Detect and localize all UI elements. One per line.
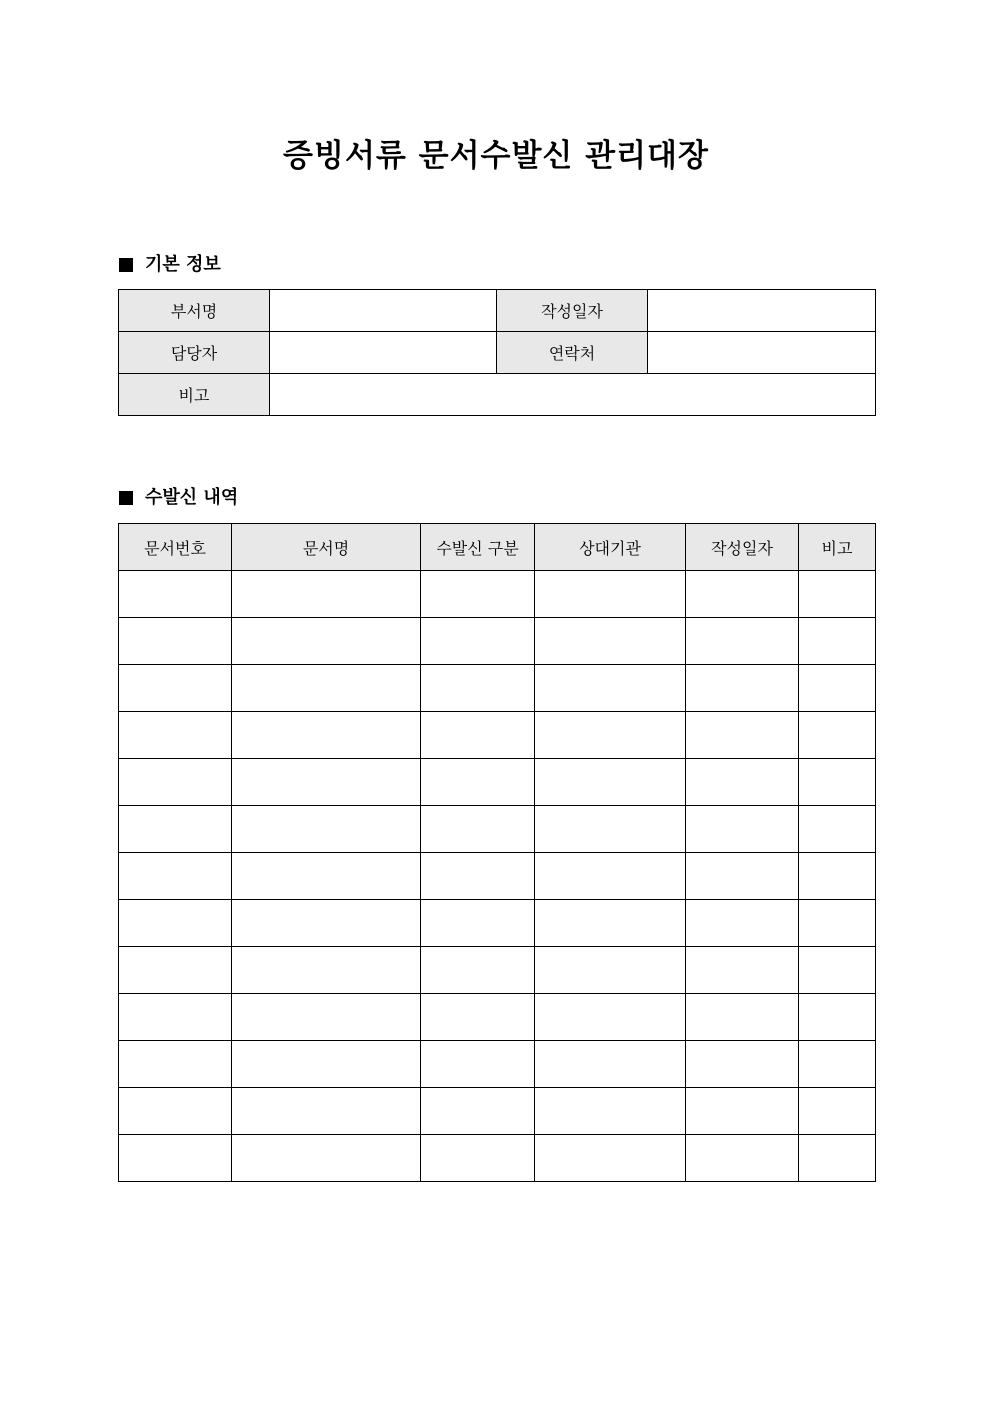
table-row bbox=[119, 900, 876, 947]
doc-number-cell[interactable] bbox=[119, 947, 232, 994]
created-date-cell[interactable] bbox=[686, 900, 799, 947]
note-cell[interactable] bbox=[799, 759, 876, 806]
doc-number-cell[interactable] bbox=[119, 853, 232, 900]
doc-name-cell[interactable] bbox=[232, 900, 421, 947]
column-header-created-date: 작성일자 bbox=[686, 524, 799, 571]
counterpart-org-cell[interactable] bbox=[535, 1088, 686, 1135]
table-row bbox=[119, 571, 876, 618]
send-receive-type-cell[interactable] bbox=[421, 994, 535, 1041]
manager-value-cell[interactable] bbox=[270, 332, 497, 374]
doc-name-cell[interactable] bbox=[232, 806, 421, 853]
note-cell[interactable] bbox=[799, 1088, 876, 1135]
dept-label: 부서명 bbox=[119, 290, 270, 332]
created-date-cell[interactable] bbox=[686, 806, 799, 853]
counterpart-org-cell[interactable] bbox=[535, 712, 686, 759]
table-row bbox=[119, 947, 876, 994]
table-row bbox=[119, 1088, 876, 1135]
doc-number-cell[interactable] bbox=[119, 759, 232, 806]
counterpart-org-cell[interactable] bbox=[535, 1135, 686, 1182]
counterpart-org-cell[interactable] bbox=[535, 665, 686, 712]
doc-name-cell[interactable] bbox=[232, 618, 421, 665]
column-header-note: 비고 bbox=[799, 524, 876, 571]
table-row bbox=[119, 806, 876, 853]
counterpart-org-cell[interactable] bbox=[535, 806, 686, 853]
created-date-cell[interactable] bbox=[686, 665, 799, 712]
doc-name-cell[interactable] bbox=[232, 947, 421, 994]
doc-number-cell[interactable] bbox=[119, 665, 232, 712]
column-header-counterpart-org: 상대기관 bbox=[535, 524, 686, 571]
doc-number-cell[interactable] bbox=[119, 712, 232, 759]
send-receive-type-cell[interactable] bbox=[421, 900, 535, 947]
send-receive-type-cell[interactable] bbox=[421, 1041, 535, 1088]
counterpart-org-cell[interactable] bbox=[535, 759, 686, 806]
column-header-doc-number: 문서번호 bbox=[119, 524, 232, 571]
send-receive-type-cell[interactable] bbox=[421, 712, 535, 759]
doc-name-cell[interactable] bbox=[232, 1135, 421, 1182]
created-date-cell[interactable] bbox=[686, 1135, 799, 1182]
counterpart-org-cell[interactable] bbox=[535, 947, 686, 994]
doc-number-cell[interactable] bbox=[119, 1041, 232, 1088]
doc-number-cell[interactable] bbox=[119, 571, 232, 618]
note-value-cell[interactable] bbox=[270, 374, 876, 416]
doc-number-cell[interactable] bbox=[119, 1135, 232, 1182]
document-title: 증빙서류 문서수발신 관리대장 bbox=[283, 138, 709, 174]
created-date-cell[interactable] bbox=[686, 571, 799, 618]
basic-info-row-manager bbox=[119, 332, 876, 374]
counterpart-org-cell[interactable] bbox=[535, 900, 686, 947]
counterpart-org-cell[interactable] bbox=[535, 618, 686, 665]
note-cell[interactable] bbox=[799, 618, 876, 665]
send-receive-type-cell[interactable] bbox=[421, 947, 535, 994]
doc-name-cell[interactable] bbox=[232, 571, 421, 618]
section-heading-label: 기본 정보 bbox=[145, 254, 221, 275]
note-cell[interactable] bbox=[799, 1135, 876, 1182]
counterpart-org-cell[interactable] bbox=[535, 1041, 686, 1088]
table-row bbox=[119, 665, 876, 712]
send-receive-type-cell[interactable] bbox=[421, 618, 535, 665]
created-date-cell[interactable] bbox=[686, 618, 799, 665]
doc-number-cell[interactable] bbox=[119, 806, 232, 853]
doc-name-cell[interactable] bbox=[232, 665, 421, 712]
table-row bbox=[119, 712, 876, 759]
square-bullet-icon bbox=[119, 258, 133, 272]
created-date-cell[interactable] bbox=[686, 759, 799, 806]
records-body bbox=[119, 571, 876, 1182]
send-receive-type-cell[interactable] bbox=[421, 759, 535, 806]
basic-info-row-note bbox=[119, 374, 876, 416]
note-cell[interactable] bbox=[799, 947, 876, 994]
send-receive-type-cell[interactable] bbox=[421, 1088, 535, 1135]
column-header-send-receive-type: 수발신 구분 bbox=[421, 524, 535, 571]
created-date-cell[interactable] bbox=[686, 853, 799, 900]
dept-value-cell[interactable] bbox=[270, 290, 497, 332]
table-row bbox=[119, 1041, 876, 1088]
send-receive-type-cell[interactable] bbox=[421, 1135, 535, 1182]
section-heading-records bbox=[119, 486, 238, 510]
created-date-cell[interactable] bbox=[686, 994, 799, 1041]
doc-number-cell[interactable] bbox=[119, 618, 232, 665]
created-date-cell[interactable] bbox=[686, 1088, 799, 1135]
doc-number-cell[interactable] bbox=[119, 1088, 232, 1135]
basic-info-table bbox=[118, 289, 876, 416]
note-cell[interactable] bbox=[799, 571, 876, 618]
note-label: 비고 bbox=[119, 374, 270, 416]
note-cell[interactable] bbox=[799, 665, 876, 712]
doc-name-cell[interactable] bbox=[232, 1088, 421, 1135]
note-cell[interactable] bbox=[799, 712, 876, 759]
send-receive-type-cell[interactable] bbox=[421, 806, 535, 853]
doc-name-cell[interactable] bbox=[232, 712, 421, 759]
table-row bbox=[119, 994, 876, 1041]
created-date-cell[interactable] bbox=[686, 712, 799, 759]
created-date-cell[interactable] bbox=[686, 1041, 799, 1088]
table-row bbox=[119, 1135, 876, 1182]
records-header-row bbox=[119, 524, 876, 571]
note-cell[interactable] bbox=[799, 806, 876, 853]
column-header-doc-name: 문서명 bbox=[232, 524, 421, 571]
records-table bbox=[118, 523, 876, 1182]
table-row bbox=[119, 853, 876, 900]
note-cell[interactable] bbox=[799, 994, 876, 1041]
doc-number-cell[interactable] bbox=[119, 900, 232, 947]
square-bullet-icon bbox=[119, 491, 133, 505]
counterpart-org-cell[interactable] bbox=[535, 853, 686, 900]
contact-value-cell[interactable] bbox=[648, 332, 876, 374]
doc-name-cell[interactable] bbox=[232, 759, 421, 806]
send-receive-type-cell[interactable] bbox=[421, 853, 535, 900]
manager-label: 담당자 bbox=[119, 332, 270, 374]
note-cell[interactable] bbox=[799, 1041, 876, 1088]
note-cell[interactable] bbox=[799, 900, 876, 947]
counterpart-org-cell[interactable] bbox=[535, 994, 686, 1041]
send-receive-type-cell[interactable] bbox=[421, 571, 535, 618]
send-receive-type-cell[interactable] bbox=[421, 665, 535, 712]
date-value-cell[interactable] bbox=[648, 290, 876, 332]
date-label: 작성일자 bbox=[497, 290, 648, 332]
doc-name-cell[interactable] bbox=[232, 1041, 421, 1088]
table-row bbox=[119, 618, 876, 665]
section-heading-label: 수발신 내역 bbox=[145, 487, 239, 508]
section-heading-basic-info bbox=[119, 253, 221, 277]
doc-number-cell[interactable] bbox=[119, 994, 232, 1041]
table-row bbox=[119, 759, 876, 806]
basic-info-row-dept bbox=[119, 290, 876, 332]
counterpart-org-cell[interactable] bbox=[535, 571, 686, 618]
doc-name-cell[interactable] bbox=[232, 994, 421, 1041]
doc-name-cell[interactable] bbox=[232, 853, 421, 900]
note-cell[interactable] bbox=[799, 853, 876, 900]
created-date-cell[interactable] bbox=[686, 947, 799, 994]
contact-label: 연락처 bbox=[497, 332, 648, 374]
